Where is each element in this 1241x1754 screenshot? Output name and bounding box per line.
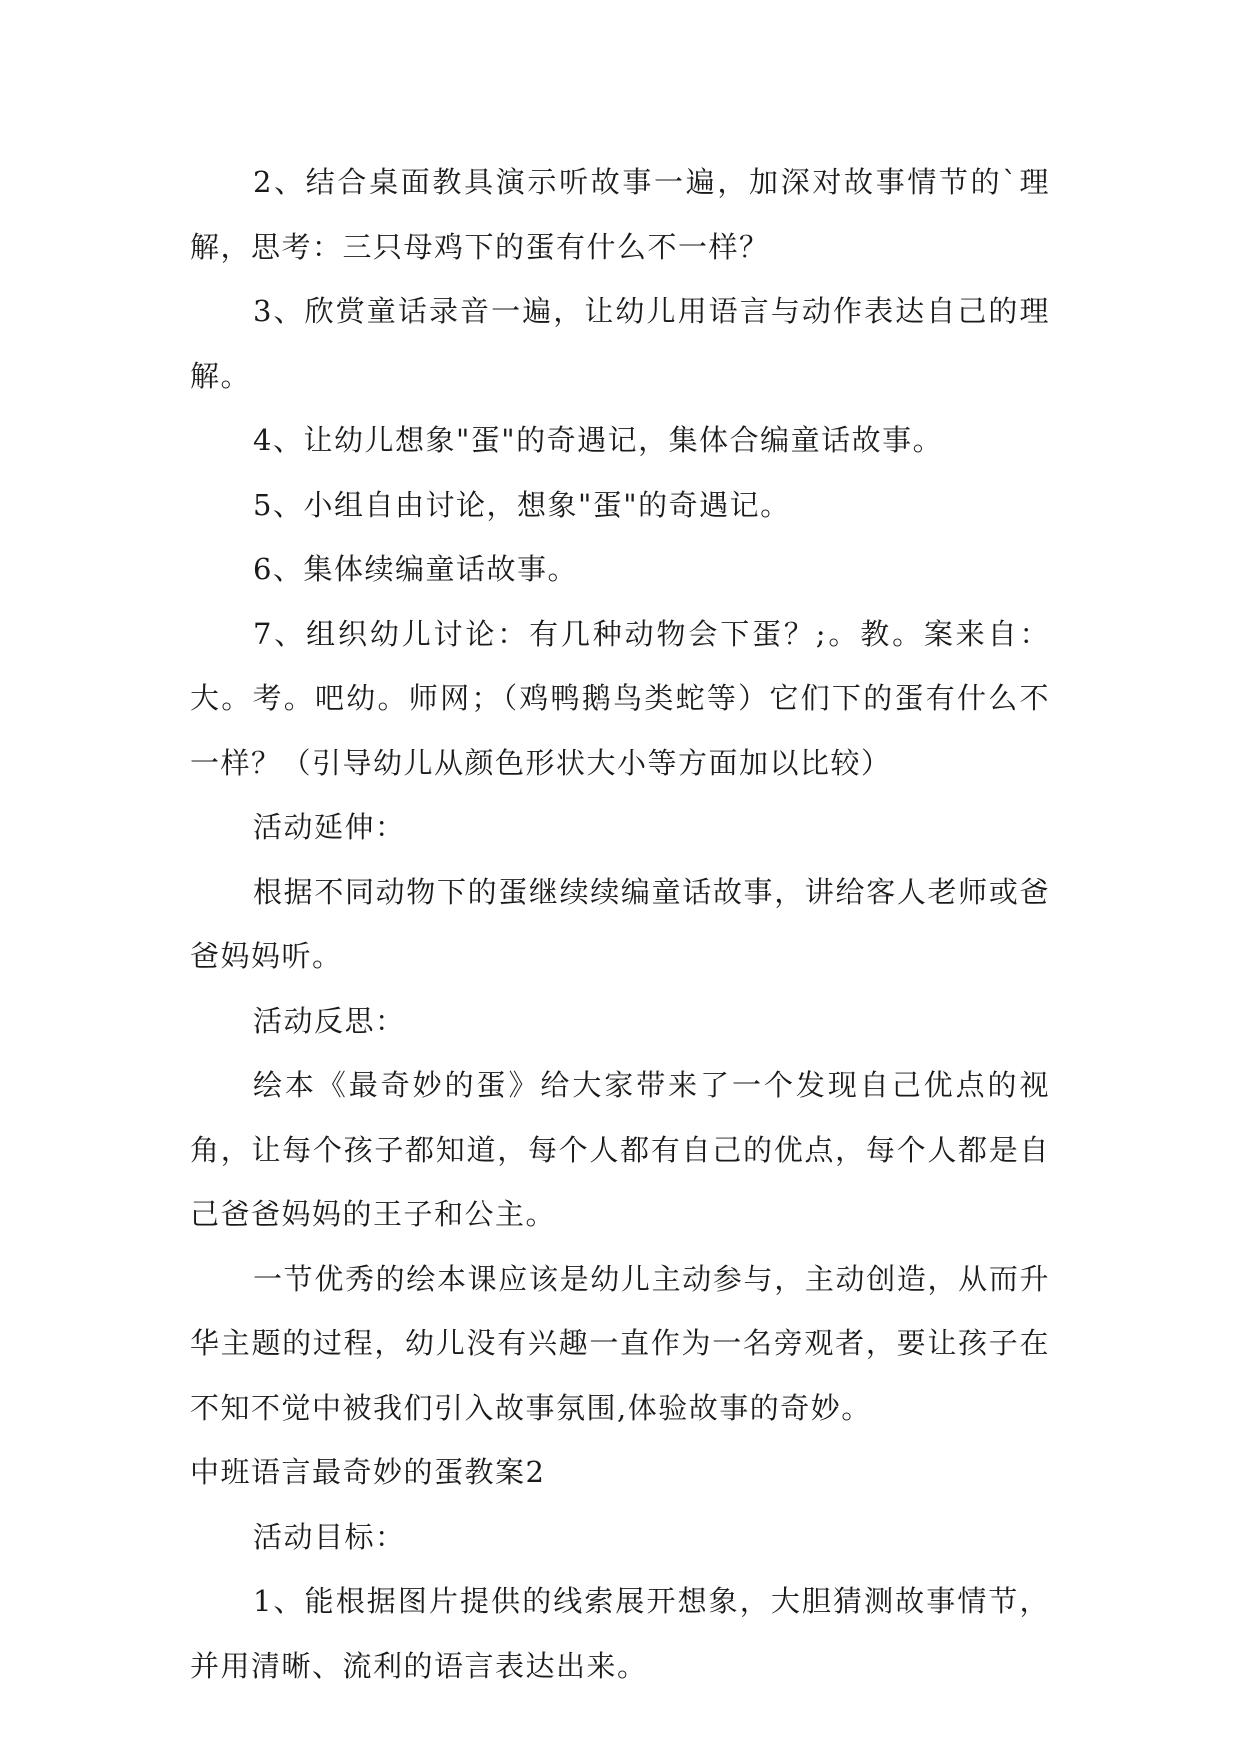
paragraph-step-7: 7、组织幼儿讨论：有几种动物会下蛋？;。教。案来自：大。考。吧幼。师网；（鸡鸭鹅鸟类蛇等）它们下的蛋有什么不一样？（引导幼儿从颜色形状大小等方面加以比较）	[190, 616, 1050, 780]
paragraph-reflection-1: 绘本《最奇妙的蛋》给大家带来了一个发现自己优点的视角，让每个孩子都知道，每个人都有自己的优点，每个人都是自己爸爸妈妈的王子和公主。	[190, 1068, 1050, 1231]
lesson-heading: 中班语言最奇妙的蛋教案2	[190, 1455, 546, 1489]
paragraph-step-5: 5、小组自由讨论，想象"蛋"的奇遇记。	[253, 487, 791, 522]
paragraph-goal-1: 1、能根据图片提供的线索展开想象，大胆猜测故事情节，并用清晰、流利的语言表达出来。	[190, 1584, 1050, 1683]
paragraph-step-3: 3、欣赏童话录音一遍，让幼儿用语言与动作表达自己的理解。	[190, 294, 1050, 393]
paragraph-reflection-2: 一节优秀的绘本课应该是幼儿主动参与，主动创造，从而升华主题的过程，幼儿没有兴趣一直作为一名旁观者，要让孩子在不知不觉中被我们引入故事氛围,体验故事的奇妙。	[190, 1261, 1050, 1425]
document-page	[190, 150, 1050, 1698]
paragraph-step-4: 4、让幼儿想象"蛋"的奇遇记，集体合编童话故事。	[253, 423, 944, 457]
paragraph-extension: 根据不同动物下的蛋继续续编童话故事，讲给客人老师或爸爸妈妈听。	[190, 874, 1050, 973]
section-label-reflection: 活动反思：	[253, 1003, 406, 1038]
paragraph-step-2: 2、结合桌面教具演示听故事一遍，加深对故事情节的`理解，思考：三只母鸡下的蛋有什么不一样？	[190, 165, 1050, 264]
paragraph-step-6: 6、集体续编童话故事。	[253, 552, 578, 586]
section-label-goals: 活动目标：	[253, 1519, 406, 1554]
section-label-extension: 活动延伸：	[253, 810, 406, 844]
